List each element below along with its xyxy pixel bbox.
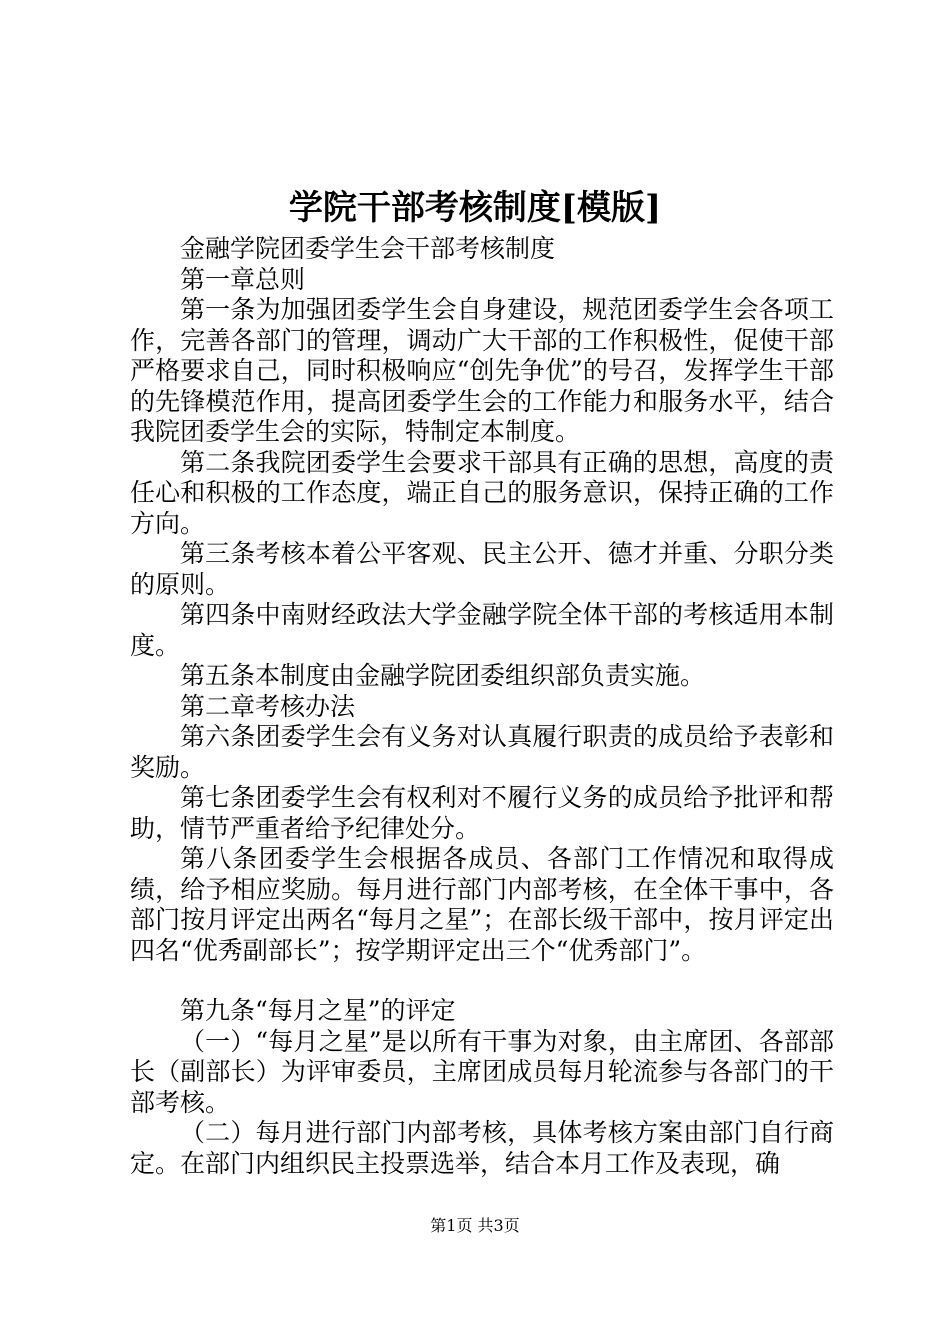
paragraph-article-4: 第四条中南财经政法大学金融学院全体干部的考核适用本制度。 (130, 600, 834, 660)
paragraph-article-6: 第六条团委学生会有义务对认真履行职责的成员给予表彰和奖励。 (130, 722, 834, 782)
paragraph-item-2: （二）每月进行部门内部考核，具体考核方案由部门自行商定。在部门内组织民主投票选举，结合本月工作及表现，确 (130, 1118, 834, 1178)
paragraph-item-1: （一）“每月之星”是以所有干事为对象，由主席团、各部部长（副部长）为评审委员，主席团成员每月轮流参与各部门的干部考核。 (130, 1026, 834, 1117)
document-title: 学院干部考核制度[模版] (288, 188, 662, 228)
page-footer: 第1页 共3页 (430, 1216, 520, 1235)
paragraph-article-3: 第三条考核本着公平客观、民主公开、德才并重、分职分类的原则。 (130, 539, 834, 599)
paragraph-article-1: 第一条为加强团委学生会自身建设，规范团委学生会各项工作，完善各部门的管理，调动广大干部的工作积极性，促使干部严格要求自己，同时积极响应“创先争优”的号召，发挥学生干部的先锋模范作用，提高团委学生会的工作能力和服务水平，结合我院团委学生会的实际，特制定本制度。 (130, 295, 834, 446)
paragraph-chapter-1: 第一章总则 (180, 264, 306, 294)
paragraph-subtitle: 金融学院团委学生会干部考核制度 (180, 234, 556, 263)
paragraph-article-5: 第五条本制度由金融学院团委组织部负责实施。 (180, 661, 706, 690)
paragraph-article-9: 第九条“每月之星”的评定 (180, 996, 456, 1025)
paragraph-chapter-2: 第二章考核办法 (180, 691, 356, 721)
paragraph-article-8: 第八条团委学生会根据各成员、各部门工作情况和取得成绩，给予相应奖励。每月进行部门内部考核，在全体干事中，各部门按月评定出两名“每月之星”；在部长级干部中，按月评定出四名“优秀副部长”；按学期评定出三个“优秀部门”。 (130, 844, 834, 965)
document-body (130, 234, 834, 1179)
paragraph-article-7: 第七条团委学生会有权利对不履行义务的成员给予批评和帮助，情节严重者给予纪律处分。 (130, 783, 834, 843)
paragraph-article-2: 第二条我院团委学生会要求干部具有正确的思想，高度的责任心和积极的工作态度，端正自己的服务意识，保持正确的工作方向。 (130, 447, 834, 538)
